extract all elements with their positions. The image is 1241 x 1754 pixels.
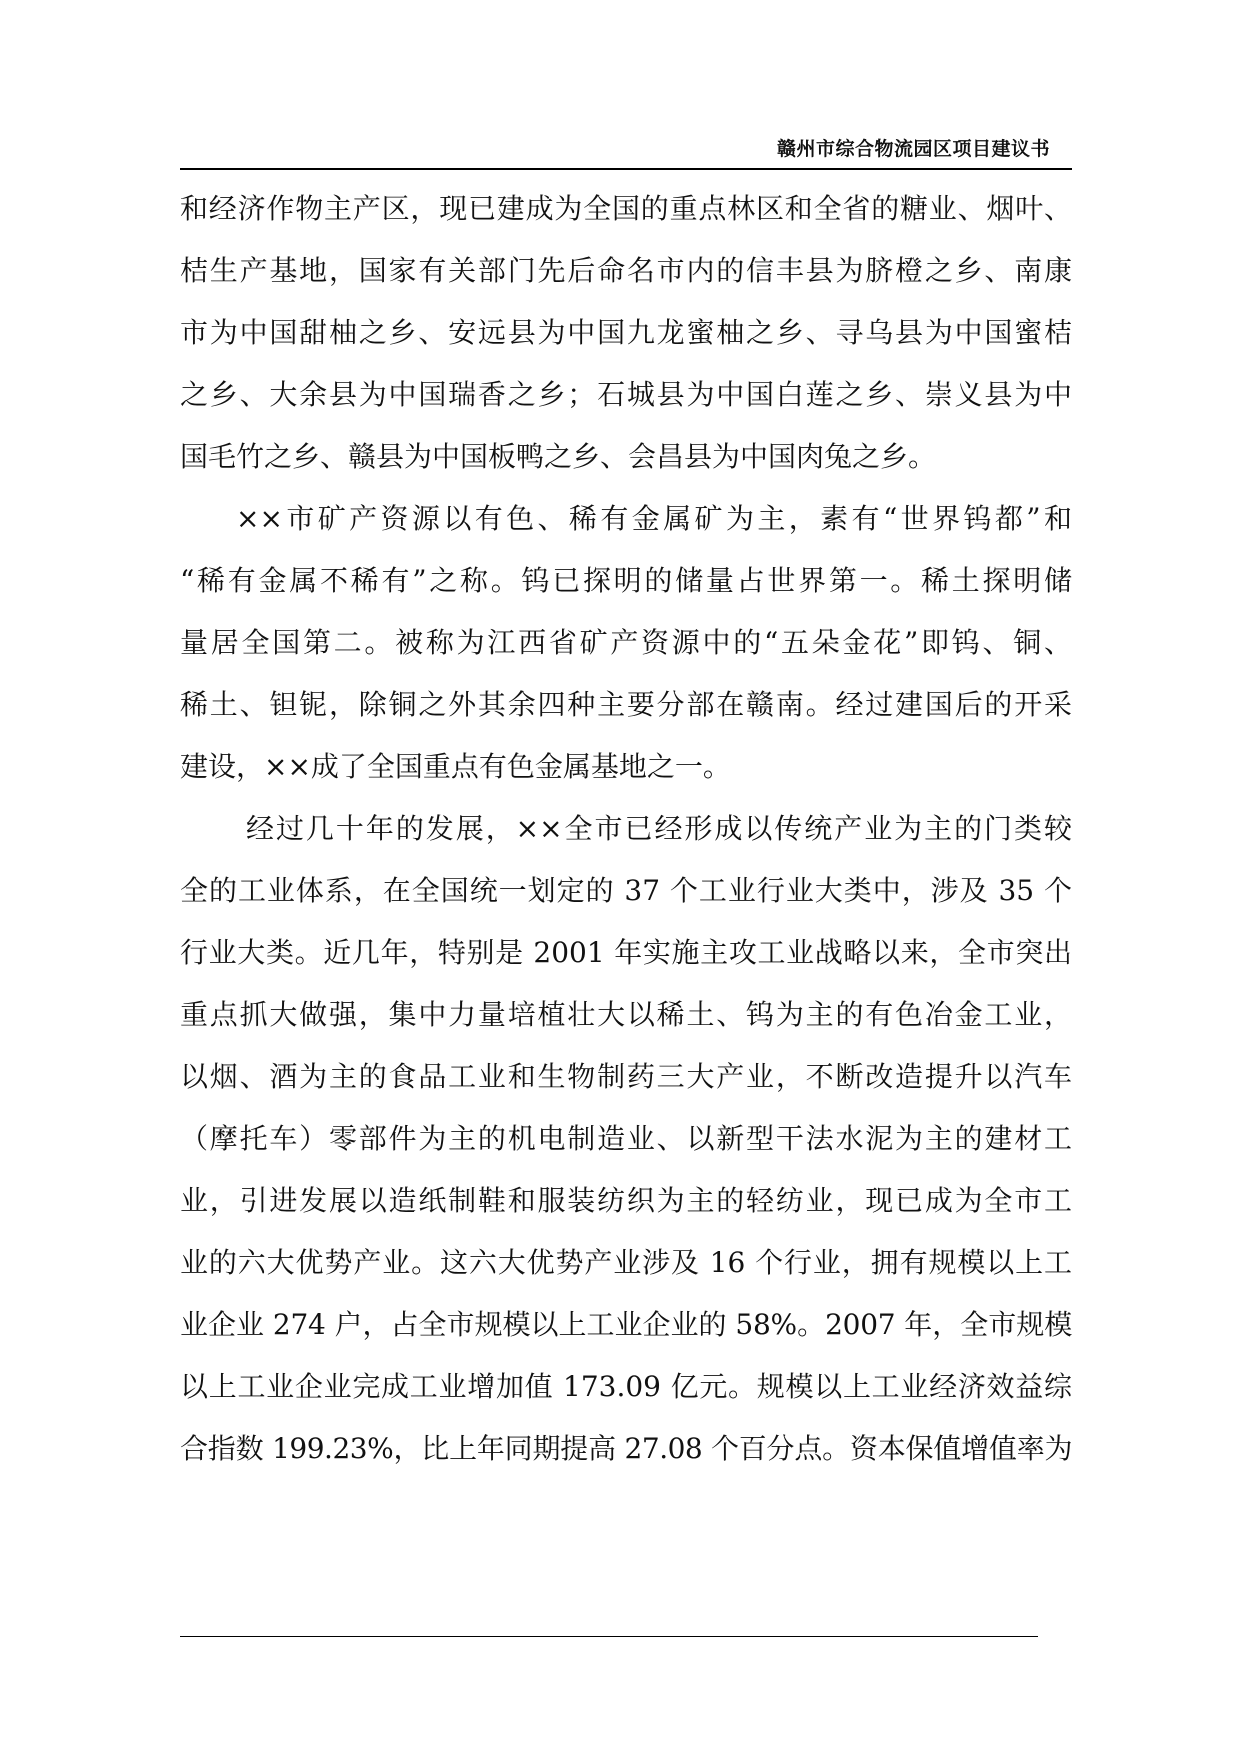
text-line: 业，引进发展以造纸制鞋和服装纺织为主的轻纺业，现已成为全市工 bbox=[180, 1184, 1072, 1217]
page-header bbox=[180, 136, 1072, 170]
text-line: 业的六大优势产业。这六大优势产业涉及 16 个行业，拥有规模以上工 bbox=[180, 1246, 1072, 1279]
text-line: 量居全国第二。被称为江西省矿产资源中的“五朵金花”即钨、铜、 bbox=[180, 626, 1072, 659]
text-line: “稀有金属不稀有”之称。钨已探明的储量占世界第一。稀土探明储 bbox=[180, 564, 1072, 597]
text-line: （摩托车）零部件为主的机电制造业、以新型干法水泥为主的建材工 bbox=[180, 1122, 1072, 1155]
text-line: 建设，××成了全国重点有色金属基地之一。 bbox=[180, 750, 731, 783]
text-line: 全的工业体系，在全国统一划定的 37 个工业行业大类中，涉及 35 个 bbox=[180, 874, 1072, 907]
text-line: 桔生产基地，国家有关部门先后命名市内的信丰县为脐橙之乡、南康 bbox=[180, 254, 1072, 287]
footer-divider bbox=[180, 1636, 1038, 1637]
text-line: 国毛竹之乡、赣县为中国板鸭之乡、会昌县为中国肉兔之乡。 bbox=[180, 440, 937, 473]
text-line: 市为中国甜柚之乡、安远县为中国九龙蜜柚之乡、寻乌县为中国蜜桔 bbox=[180, 316, 1072, 349]
text-line: ××市矿产资源以有色、稀有金属矿为主，素有“世界钨都”和 bbox=[236, 502, 1072, 535]
text-line: 之乡、大余县为中国瑞香之乡；石城县为中国白莲之乡、崇义县为中 bbox=[180, 378, 1072, 411]
header-title: 赣州市综合物流园区项目建议书 bbox=[776, 138, 1050, 160]
text-line: 稀土、钽铌，除铜之外其余四种主要分部在赣南。经过建国后的开采 bbox=[180, 688, 1072, 721]
text-line: 和经济作物主产区，现已建成为全国的重点林区和全省的糖业、烟叶、 bbox=[180, 192, 1072, 225]
text-line: 业企业 274 户，占全市规模以上工业企业的 58%。2007 年，全市规模 bbox=[180, 1308, 1072, 1341]
text-line: 以烟、酒为主的食品工业和生物制药三大产业，不断改造提升以汽车 bbox=[180, 1060, 1072, 1093]
text-line: 行业大类。近几年，特别是 2001 年实施主攻工业战略以来，全市突出 bbox=[180, 936, 1072, 969]
document-body bbox=[180, 178, 1072, 1480]
text-line: 重点抓大做强，集中力量培植壮大以稀土、钨为主的有色冶金工业， bbox=[180, 998, 1072, 1031]
text-line: 以上工业企业完成工业增加值 173.09 亿元。规模以上工业经济效益综 bbox=[180, 1370, 1072, 1403]
text-line: 经过几十年的发展，××全市已经形成以传统产业为主的门类较 bbox=[246, 812, 1072, 845]
text-line: 合指数 199.23%，比上年同期提高 27.08 个百分点。资本保值增值率为 bbox=[180, 1432, 1072, 1465]
